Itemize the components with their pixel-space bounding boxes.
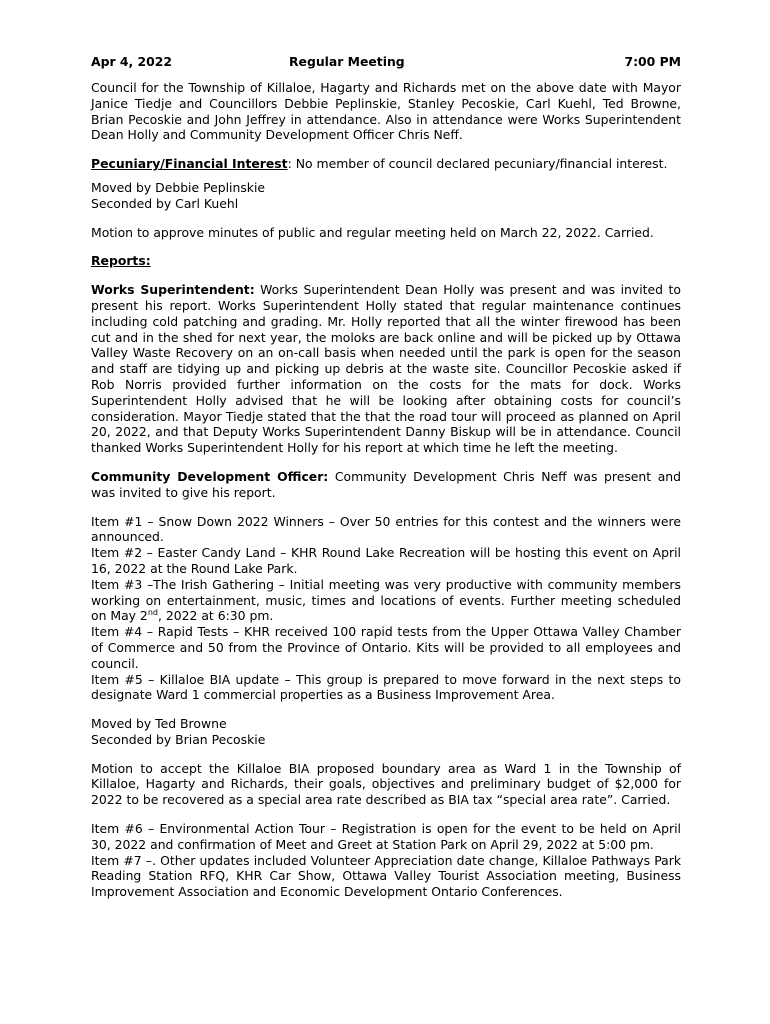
reports-heading	[91, 253, 681, 269]
meeting-date: Apr 4, 2022	[91, 54, 173, 69]
pecuniary-label: Pecuniary/Financial Interest	[91, 156, 288, 172]
item-2: Item #2 – Easter Candy Land – KHR Round Lake Recreation will be hosting this event on April 16, 2022 at the Round Lake Park.	[91, 545, 681, 576]
motion2-seconded: Seconded by Brian Pecoskie	[91, 731, 266, 747]
document-page	[91, 54, 681, 900]
item-7: Item #7 –. Other updates included Volunteer Appreciation date change, Killaloe Pathways Park Reading Station RFQ, KHR Car Show, Ottawa Valley Tourist Association meeting, Business Improvement Association and Economic Development Ontario Conferences.	[91, 852, 681, 900]
item-4: Item #4 – Rapid Tests – KHR received 100 rapid tests from the Upper Ottawa Valley Chamber of Commerce and 50 from the Province of Ontario. Kits will be provided to all employees and council.	[91, 624, 681, 671]
cdo-label: Community Development Officer:	[91, 468, 329, 484]
item-3	[91, 577, 681, 624]
meeting-title: Regular Meeting	[289, 54, 405, 69]
motion1-text: Motion to approve minutes of public and regular meeting held on March 22, 2022. Carried.	[91, 224, 654, 240]
meeting-time: 7:00 PM	[624, 54, 681, 69]
pecuniary-paragraph	[91, 156, 681, 172]
motion2-moved: Moved by Ted Browne	[91, 716, 227, 732]
motion1-seconded: Seconded by Carl Kuehl	[91, 195, 239, 211]
works-label: Works Superintendent:	[91, 282, 255, 298]
pecuniary-text: : No member of council declared pecuniary/financial interest.	[287, 156, 668, 172]
item-3-text: Item #3 –The Irish Gathering – Initial meeting was very productive with community members working on entertainment, music, times and locations of events. Further meeting scheduled on May 2	[91, 576, 681, 624]
item-1: Item #1 – Snow Down 2022 Winners – Over 50 entries for this contest and the winners were announced.	[91, 513, 681, 545]
meeting-header	[91, 54, 681, 72]
cdo-paragraph	[91, 469, 681, 501]
motion2-text: Motion to accept the Killaloe BIA proposed boundary area as Ward 1 in the Township of Killaloe, Hagarty and Richards, their goals, objectives and preliminary budget of $2,000 for 2022 to be recovered as a special area rate described as BIA tax “special area rate”. Carried.	[91, 760, 681, 808]
item-3-sup: nd	[147, 608, 158, 618]
works-text: Works Superintendent Dean Holly was present and was invited to present his report. Works Superintendent Holly stated that regular maintenance continues including cold patching and grading. Mr. Holly reported that all the winter firewood has been cut and in the shed for next year, the moloks are back online and will be picked up by Ottawa Valley Waste Recovery on an on-call basis when needed until the park is open for the season and staff are tidying up and picking up debris at the waste site. Councillor Pecoskie asked if Rob Norris provided further information on the costs for the mats for dock. Works Superintendent Holly advised that he will be looking after obtaining costs for council’s consideration. Mayor Tiedje stated that the that the road tour will proceed as planned on April 20, 2022, and that Deputy Works Superintendent Danny Biskup will be in attendance. Council thanked Works Superintendent Holly for his report at which time he left the meeting.	[91, 282, 681, 456]
cdo-text: Community Development Chris Neff was present and was invited to give his report.	[91, 468, 682, 500]
item-6: Item #6 – Environmental Action Tour – Registration is open for the event to be held on April 30, 2022 and confirmation of Meet and Greet at Station Park on April 29, 2022 at 5:00 pm.	[91, 821, 681, 852]
motion1-moved: Moved by Debbie Peplinskie	[91, 179, 266, 195]
item-3-tail: , 2022 at 6:30 pm.	[157, 608, 274, 624]
works-paragraph	[91, 282, 681, 456]
item-5: Item #5 – Killaloe BIA update – This group is prepared to move forward in the next steps to designate Ward 1 commercial properties as a Business Improvement Area.	[91, 671, 681, 703]
intro-paragraph: Council for the Township of Killaloe, Hagarty and Richards met on the above date with Mayor Janice Tiedje and Councillors Debbie Peplinskie, Stanley Pecoskie, Carl Kuehl, Ted Browne, Brian Pecoskie and John Jeffrey in attendance. Also in attendance were Works Superintendent Dean Holly and Community Development Officer Chris Neff.	[91, 80, 681, 143]
reports-heading-text: Reports:	[91, 253, 151, 269]
